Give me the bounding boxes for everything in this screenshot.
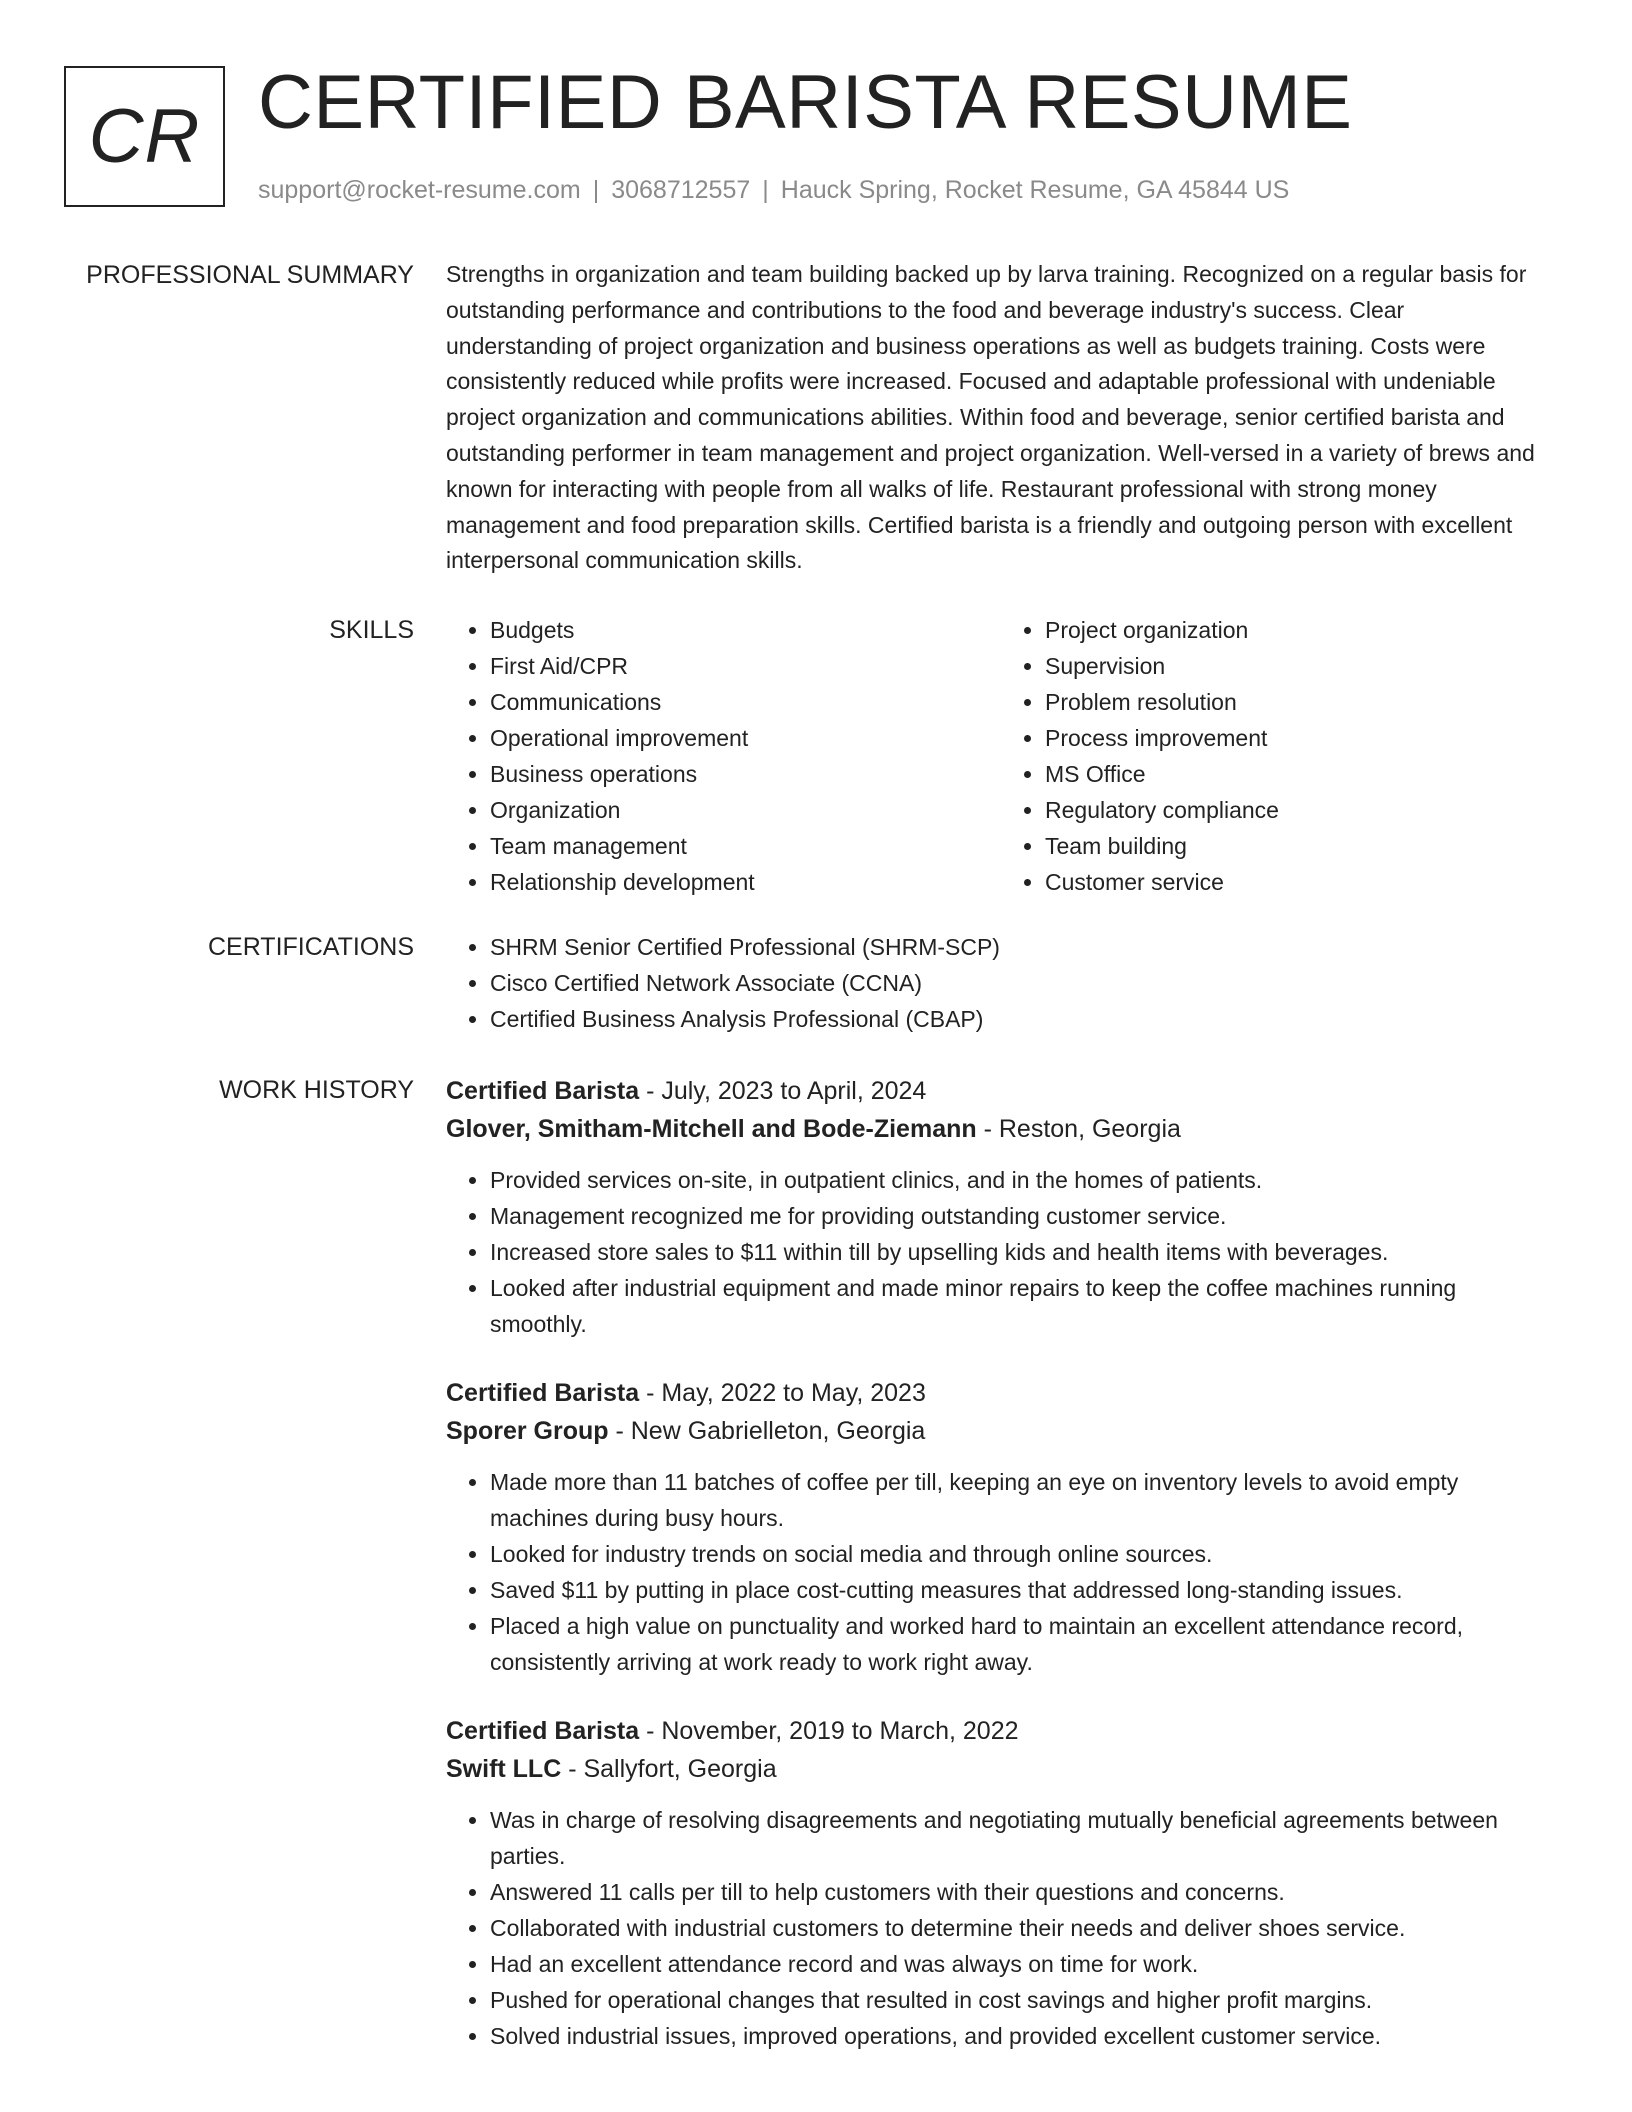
- certification-item: • Cisco Certified Network Associate (CCNA): [490, 965, 1556, 1001]
- job-title: Certified Barista: [446, 1077, 640, 1105]
- skills-label: SKILLS: [329, 616, 414, 644]
- skill-item: • Project organization: [1045, 612, 1556, 648]
- job-company-line: [446, 1412, 1556, 1450]
- resume-title: CERTIFIED BARISTA RESUME: [258, 60, 1353, 145]
- job-bullet: • Pushed for operational changes that resulted in cost savings and higher profit margins.: [490, 1982, 1556, 2018]
- job-company: Glover, Smitham-Mitchell and Bode-Ziemann: [446, 1115, 977, 1143]
- job-company: Swift LLC: [446, 1755, 562, 1783]
- certifications-label: CERTIFICATIONS: [207, 933, 414, 961]
- monogram-box: [64, 66, 225, 207]
- skill-item: • Organization: [490, 792, 1001, 828]
- certification-item: • SHRM Senior Certified Professional (SHRM-SCP): [490, 929, 1556, 965]
- job-bullet: • Saved $11 by putting in place cost-cutting measures that addressed long-standing issues.: [490, 1572, 1556, 1608]
- job-bullet: • Answered 11 calls per till to help customers with their questions and concerns.: [490, 1874, 1556, 1910]
- job-company-line: [446, 1110, 1556, 1148]
- skill-item: • Operational improvement: [490, 720, 1001, 756]
- skill-item: • MS Office: [1045, 756, 1556, 792]
- job-entry: [446, 1712, 1556, 2054]
- job-company: Sporer Group: [446, 1417, 609, 1445]
- job-bullet: • Solved industrial issues, improved operations, and provided excellent customer service.: [490, 2018, 1556, 2054]
- job-bullet: • Collaborated with industrial customers to determine their needs and deliver shoes service.: [490, 1910, 1556, 1946]
- summary-body: [446, 257, 1556, 579]
- contact-line: [258, 174, 1289, 206]
- job-dates: - July, 2023 to April, 2024: [639, 1077, 927, 1105]
- skill-item: • Relationship development: [490, 864, 1001, 900]
- monogram-initials: CR: [88, 94, 201, 179]
- job-entry: [446, 1072, 1556, 1342]
- job-title-line: [446, 1712, 1556, 1750]
- certification-item: • Certified Business Analysis Professional (CBAP): [490, 1001, 1556, 1037]
- job-location: - Sallyfort, Georgia: [561, 1755, 777, 1783]
- work-history-label: WORK HISTORY: [219, 1076, 414, 1104]
- skill-item: • Team building: [1045, 828, 1556, 864]
- skill-item: • Process improvement: [1045, 720, 1556, 756]
- job-bullet: • Placed a high value on punctuality and worked hard to maintain an excellent attendance record, consistently arriving at work ready to work right away.: [490, 1608, 1556, 1680]
- skill-item: • Customer service: [1045, 864, 1556, 900]
- certifications-body: [446, 929, 1556, 1037]
- job-title-line: [446, 1374, 1556, 1412]
- skill-item: • Budgets: [490, 612, 1001, 648]
- job-title: Certified Barista: [446, 1717, 640, 1745]
- summary-text: Strengths in organization and team building backed up by larva training. Recognized on a regular basis for outstanding performance and contributions to the food and beverage industry's success. Clear understanding of project organization and business operations as well as budgets training. Costs were consistently reduced while profits were increased. Focused and adaptable professional with undeniable project organization and communications abilities. Within food and beverage, senior certified barista and outstanding performer in team management and project organization. Well-versed in a variety of brews and known for interacting with people from all walks of life. Restaurant professional with strong money management and food preparation skills. Certified barista is a friendly and outgoing person with excellent interpersonal communication skills.: [446, 261, 1535, 574]
- skill-item: • Supervision: [1045, 648, 1556, 684]
- job-bullet: • Management recognized me for providing outstanding customer service.: [490, 1198, 1556, 1234]
- job-dates: - May, 2022 to May, 2023: [639, 1379, 926, 1407]
- summary-label: PROFESSIONAL SUMMARY: [86, 261, 414, 289]
- skill-item: • Business operations: [490, 756, 1001, 792]
- work-history-body: [446, 1072, 1556, 2086]
- job-title: Certified Barista: [446, 1379, 640, 1407]
- job-bullet: • Made more than 11 batches of coffee per till, keeping an eye on inventory levels to avoid empty machines during busy hours.: [490, 1464, 1556, 1536]
- skill-item: • Regulatory compliance: [1045, 792, 1556, 828]
- contact-phone: 3068712557: [611, 176, 751, 204]
- job-bullet: • Provided services on-site, in outpatient clinics, and in the homes of patients.: [490, 1162, 1556, 1198]
- job-company-line: [446, 1750, 1556, 1788]
- job-entry: [446, 1374, 1556, 1680]
- skill-item: • Communications: [490, 684, 1001, 720]
- job-dates: - November, 2019 to March, 2022: [639, 1717, 1019, 1745]
- job-bullet: • Increased store sales to $11 within till by upselling kids and health items with beverages.: [490, 1234, 1556, 1270]
- skills-list-right: [1001, 612, 1556, 900]
- job-bullet: • Had an excellent attendance record and was always on time for work.: [490, 1946, 1556, 1982]
- contact-email: support@rocket-resume.com: [258, 176, 581, 204]
- skills-body: [446, 612, 1556, 900]
- job-title-line: [446, 1072, 1556, 1110]
- job-bullet: • Was in charge of resolving disagreements and negotiating mutually beneficial agreements between parties.: [490, 1802, 1556, 1874]
- job-bullets: [446, 1802, 1556, 2054]
- contact-separator: |: [592, 176, 600, 204]
- contact-separator: |: [762, 176, 769, 204]
- skills-list-left: [446, 612, 1001, 900]
- job-location: - Reston, Georgia: [976, 1115, 1181, 1143]
- job-bullet: • Looked after industrial equipment and made minor repairs to keep the coffee machines running smoothly.: [490, 1270, 1556, 1342]
- skill-item: • First Aid/CPR: [490, 648, 1001, 684]
- job-bullets: [446, 1162, 1556, 1342]
- skill-item: • Problem resolution: [1045, 684, 1556, 720]
- certifications-list: [446, 929, 1556, 1037]
- contact-address: Hauck Spring, Rocket Resume, GA 45844 US: [780, 176, 1290, 204]
- job-bullets: [446, 1464, 1556, 1680]
- job-bullet: • Looked for industry trends on social media and through online sources.: [490, 1536, 1556, 1572]
- job-location: - New Gabrielleton, Georgia: [608, 1417, 926, 1445]
- skill-item: • Team management: [490, 828, 1001, 864]
